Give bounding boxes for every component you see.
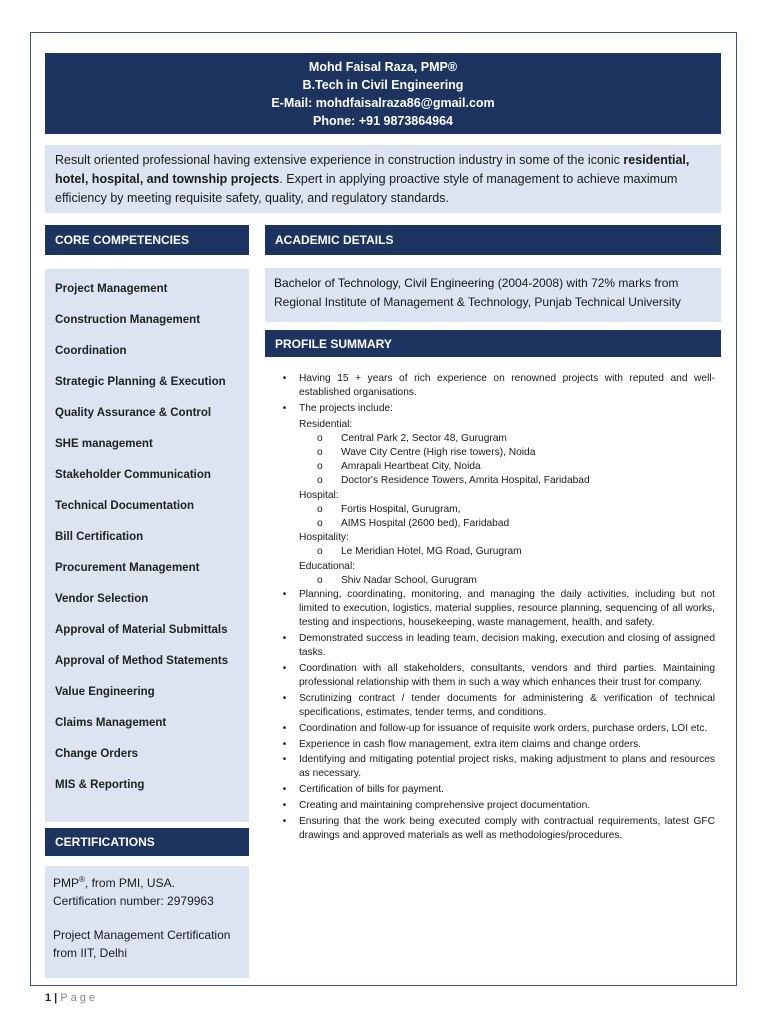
list-item: • Demonstrated success in leading team, decision making, execution and closing of assigned tasks.	[270, 632, 715, 660]
project-text: Central Park 2, Sector 48, Gurugram	[341, 432, 507, 444]
competency-item: Project Management	[55, 282, 168, 295]
certifications-box	[45, 866, 249, 978]
project-text: Le Meridian Hotel, MG Road, Gurugram	[341, 546, 522, 558]
project-text: AIMS Hospital (2600 bed), Faridabad	[341, 518, 510, 530]
bullet-text: Ensuring that the work being executed comply with contractual requirements, latest GFC drawings and approved materials as well as methodologies/procedures.	[299, 815, 715, 841]
bullet-text: Scrutinizing contract / tender documents for administering & verification of technical specifications, estimates, tender terms, and conditions.	[299, 692, 715, 719]
candidate-phone: Phone: +91 9873864964	[312, 113, 454, 128]
competency-item: Construction Management	[55, 313, 201, 326]
bullet-text: Certification of bills for payment.	[299, 784, 444, 796]
cert-pmp	[53, 871, 241, 892]
competency-item: Bill Certification	[55, 530, 144, 543]
resume-header	[45, 53, 721, 134]
hospitality-label: Hospitality:	[299, 532, 349, 544]
profile-summary-heading: PROFILE SUMMARY	[265, 330, 721, 357]
project-item: o Le Meridian Hotel, MG Road, Gurugram	[270, 545, 715, 559]
bullet-text: Experience in cash flow management, extra item claims and change orders.	[299, 738, 642, 750]
list-item: • Scrutinizing contract / tender documents for administering & verification of technical specifications, estimates, tender terms, and conditions.	[270, 692, 715, 720]
core-competencies-list	[45, 269, 249, 822]
page-separator: |	[51, 992, 61, 1004]
project-item: o Fortis Hospital, Gurugram,	[270, 503, 715, 517]
hospital-label: Hospital:	[299, 489, 339, 501]
list-item: • Ensuring that the work being executed comply with contractual requirements, latest GFC drawings and approved materials as well as methodologies/procedures.	[270, 815, 715, 843]
cert-pm-title: Project Management	[53, 928, 164, 942]
intro-text-1: Result oriented professional having extensive experience in construction industry in some of the iconic	[55, 153, 624, 167]
list-item: • Having 15 + years of rich experience on renowned projects with reputed and well-established organisations.	[270, 372, 715, 400]
cert-pmp-mark: ®	[79, 875, 85, 884]
list-item: • Certification of bills for payment.	[270, 783, 715, 797]
competency-item: Approval of Material Submittals	[55, 623, 228, 636]
candidate-degree: B.Tech in Civil Engineering	[302, 77, 464, 92]
competency-item: Technical Documentation	[55, 499, 195, 512]
project-item: o Doctor's Residence Towers, Amrita Hospital, Faridabad	[270, 474, 715, 488]
list-item: • Identifying and mitigating potential project risks, making adjustment to plans and resources as necessary.	[270, 753, 715, 781]
competency-item: Strategic Planning & Execution	[55, 375, 226, 388]
list-item: • The projects include:	[270, 402, 715, 416]
project-item: o AIMS Hospital (2600 bed), Faridabad	[270, 517, 715, 531]
project-item: o Central Park 2, Sector 48, Gurugram	[270, 432, 715, 446]
bullet-text: The projects include:	[299, 402, 394, 414]
cert-pm-rest: Certification from IIT, Delhi	[53, 928, 231, 960]
list-item: • Experience in cash flow management, extra item claims and change orders.	[270, 738, 715, 752]
residential-label: Residential:	[299, 418, 353, 430]
project-item: o Amrapali Heartbeat City, Noida	[270, 460, 715, 474]
page-number: 1	[45, 992, 52, 1004]
competency-item: Coordination	[55, 344, 127, 357]
core-competencies-heading: CORE COMPETENCIES	[45, 225, 249, 255]
project-text: Fortis Hospital, Gurugram,	[341, 503, 461, 515]
project-item: o Wave City Centre (High rise towers), Noida	[270, 446, 715, 460]
academic-details	[265, 268, 721, 322]
bullet-text: Identifying and mitigating potential project risks, making adjustment to plans and resources as necessary.	[299, 754, 715, 780]
competency-item: Procurement Management	[55, 561, 200, 574]
project-text: Shiv Nadar School, Gurugram	[341, 574, 477, 586]
certifications-heading: CERTIFICATIONS	[45, 828, 249, 856]
competency-item: Quality Assurance & Control	[55, 406, 212, 419]
project-item: o Shiv Nadar School, Gurugram	[270, 574, 715, 588]
page-label: Page	[60, 992, 99, 1004]
list-item: • Creating and maintaining comprehensive project documentation.	[270, 799, 715, 813]
project-text: Wave City Centre (High rise towers), Noida	[341, 447, 536, 459]
cert-pmp-rest: , from PMI, USA.	[84, 876, 175, 890]
page-footer	[45, 992, 98, 1004]
competency-item: Approval of Method Statements	[55, 654, 229, 667]
profile-summary	[270, 372, 715, 845]
cert-number: Certification number: 2979963	[53, 894, 214, 908]
competency-item: SHE management	[55, 437, 153, 450]
list-item: • Coordination and follow-up for issuance of requisite work orders, purchase orders, LOI etc.	[270, 722, 715, 736]
candidate-name: Mohd Faisal Raza, PMP®	[308, 59, 458, 74]
bullet-text: Demonstrated success in leading team, decision making, execution and closing of assigned tasks.	[299, 633, 715, 659]
academic-degree: Bachelor of Technology, Civil Engineering	[274, 276, 495, 290]
competency-item: Claims Management	[55, 716, 167, 729]
competency-item: MIS & Reporting	[55, 778, 145, 791]
bullet-text: Creating and maintaining comprehensive project documentation.	[299, 799, 591, 811]
academic-text: (2004-2008) with 72% marks from Regional Institute of Management & Technology, Punjab Technical University	[274, 276, 681, 309]
list-item: • Planning, coordinating, monitoring, and managing the daily activities, including but not limited to execution, logistics, material supplies, resource planning, sequencing of all works, testing and inspections, housekeeping, waste management, health, and safety.	[270, 588, 715, 631]
competency-item: Value Engineering	[55, 685, 155, 698]
educational-label: Educational:	[299, 560, 356, 572]
competency-item: Stakeholder Communication	[55, 468, 211, 481]
project-text: Amrapali Heartbeat City, Noida	[341, 461, 481, 473]
intro-text-2: . Expert in applying proactive style of management to achieve maximum efficiency by meeting requisite safety, quality, and regulatory standards.	[55, 172, 678, 205]
project-text: Doctor's Residence Towers, Amrita Hospital, Faridabad	[341, 475, 590, 487]
academic-details-heading: ACADEMIC DETAILS	[265, 225, 721, 255]
intro-summary	[45, 145, 721, 213]
cert-pmp-title: PMP	[53, 876, 80, 890]
intro-text-bold: residential, hotel, hospital, and township projects	[55, 153, 690, 186]
bullet-text: Coordination and follow-up for issuance of requisite work orders, purchase orders, LOI etc.	[299, 722, 708, 734]
cert-pm	[53, 926, 241, 962]
bullet-text: Coordination with all stakeholders, consultants, vendors and third parties. Maintaining professional relationship with them in such a way which enhances their trust for company.	[299, 663, 715, 689]
candidate-email: E-Mail: mohdfaisalraza86@gmail.com	[271, 95, 495, 110]
bullet-text: Planning, coordinating, monitoring, and managing the daily activities, including but not limited to execution, logistics, material supplies, resource planning, sequencing of all works, testing and inspections, housekeeping, waste management, health, and safety.	[299, 589, 715, 629]
bullet-text: Having 15 + years of rich experience on renowned projects with reputed and well-established organisations.	[299, 373, 715, 399]
list-item: • Coordination with all stakeholders, consultants, vendors and third parties. Maintaining professional relationship with them in such a way which enhances their trust for company.	[270, 662, 715, 690]
competency-item: Vendor Selection	[55, 592, 149, 605]
competency-item: Change Orders	[55, 747, 139, 760]
